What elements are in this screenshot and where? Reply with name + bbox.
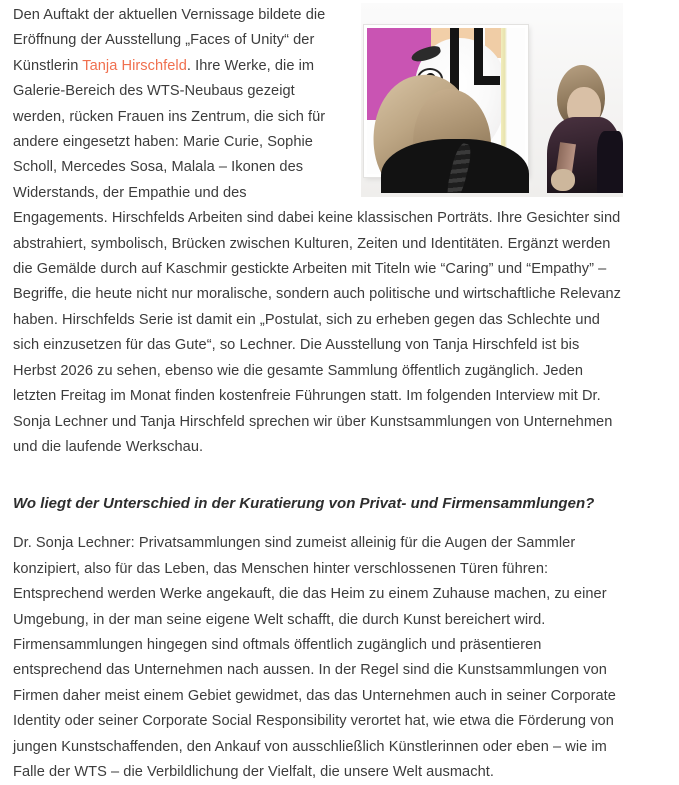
- gallery-photo-image: [361, 3, 623, 197]
- gallery-floor: [361, 193, 623, 197]
- lead-text-after-link: . Ihre Werke, die im Galerie-Bereich des WTS-Neubaus gezeigt werden, rücken Frauen ins Zentrum, die sich für andere eingesetzt haben: Marie Curie, Sophie Scholl, Mercedes Sosa, Malala – Ikonen des Widerstands, der Empathie und des Engagements. Hirschfelds Arbeiten sind dabei keine klassischen Porträts. Ihre Gesichter sind abstrahiert, symbolisch, Brücken zwischen Kulturen, Zeiten und Identitäten. Ergänzt werden die Gemälde durch auf Kaschmir gestickte Arbeiten mit Titeln wie “Caring” und “Empathy” – Begriffe, die heute nicht nur moralische, sondern auch politische und wirtschaftliche Relevanz haben. Hirschfelds Serie ist damit ein „Postulat, sich zu erheben gegen das Schlechte und sich einzusetzen für das Gute“, so Lechner. Die Ausstellung von Tanja Hirschfeld ist bis Herbst 2026 zu sehen, ebenso wie die gesamte Sammlung öffentlich zugänglich. Jeden letzten Freitag im Monat finden kostenfreie Führungen statt. Im folgenden Interview mit Dr. Sonja Lechner und Tanja Hirschfeld sprechen wir über Kunstsammlungen von Unternehmen und die laufende Werkschau.: [13, 57, 621, 455]
- artwork-black-bar-horizontal: [474, 76, 500, 85]
- artist-link[interactable]: Tanja Hirschfeld: [82, 57, 187, 74]
- gallery-photo: [361, 3, 623, 197]
- visitor-right-arm: [597, 131, 623, 197]
- lead-text-before-link: Den Auftakt der aktuellen Vernissage bildete die Eröffnung der Ausstellung „Faces of Unity“ der Künstlerin: [13, 7, 326, 74]
- visitor-right-hand: [551, 169, 575, 191]
- interview-question-heading: Wo liegt der Unterschied in der Kuratierung von Privat- und Firmensammlungen?: [13, 495, 595, 513]
- interview-answer-paragraph: Dr. Sonja Lechner: Privatsammlungen sind zumeist alleinig für die Augen der Sammler konzipiert, also für das Leben, das Menschen hinter verschlossenen Türen führen: Entsprechend werden Werke angekauft, die das Heim zu einem Zuhause machen, zu einer Umgebung, in der man seine eigene Welt schafft, die durch Kunst bereichert wird. Firmensammlungen hingegen sind oftmals öffentlich zugänglich und präsentieren entsprechend das Unternehmen nach aussen. In der Regel sind die Kunstsammlungen von Firmen daher meist einem Gebiet gewidmet, das das Unternehmen auch in seiner Corporate Identity oder seiner Corporate Social Responsibility verortet hat, wie etwa die Förderung von jungen Kunstschaffenden, den Ankauf von ausschließlich Künstlerinnen oder eben – wie im Falle der WTS – die Verbildlichung der Vielfalt, die unsere Welt ausmacht.: [13, 535, 616, 780]
